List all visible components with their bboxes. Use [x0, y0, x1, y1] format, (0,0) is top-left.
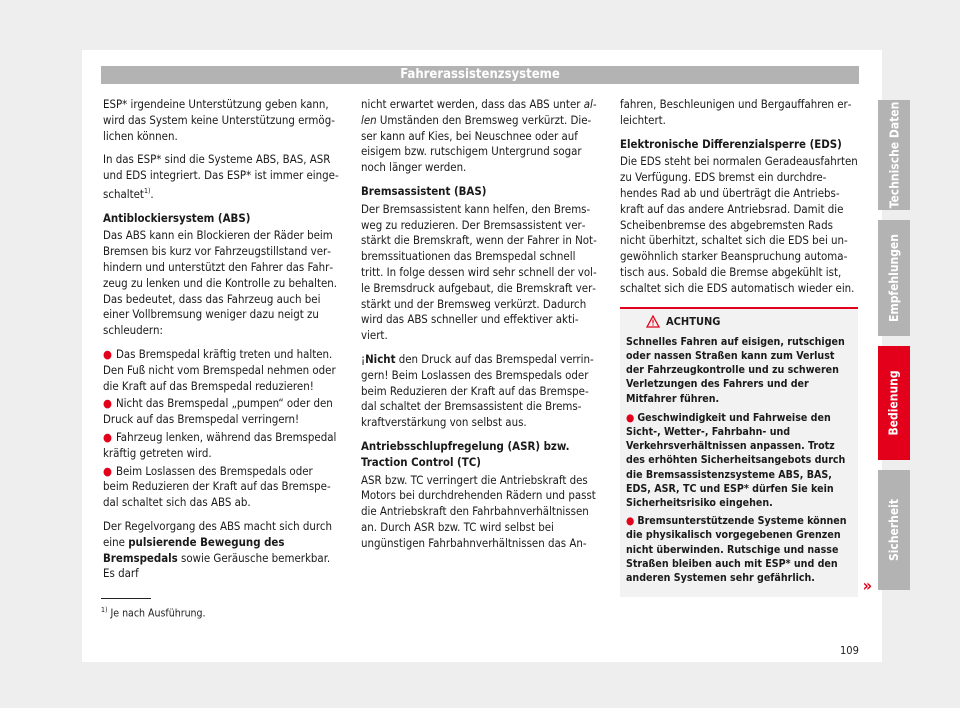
warning-list-item: ● Geschwindigkeit und Fahrweise den Sicht-, Wetter-, Fahrbahn- und Verkehrsverhältnissen anpassen. Trotz des erhöhten Sicherheitsangebots durch die Bremsassistenzsysteme ABS, BAS, EDS, ASR, TC und ESP* dürfen Sie kein Sicherheitsrisiko eingehen.: [626, 411, 846, 509]
list-item: ● Nicht das Bremspedal „pumpen“ oder den Druck auf das Bremspedal verringern!: [103, 396, 333, 427]
page-header: Fahrerassistenzsysteme: [101, 66, 859, 84]
warning-list-item: ● Bremsunterstützende Systeme können die physikalisch vorgegebenen Grenzen nicht überwinden. Rutschige und nasse Straßen bleiben auch mit ESP* und den anderen Systemen sehr gefährlich.: [626, 515, 847, 585]
section-heading-asr: Antriebsschlupfregelung (ASR) bzw. Traction Control (TC): [361, 438, 570, 469]
bullet-icon: ●: [103, 396, 112, 411]
tab-empfehlungen[interactable]: Empfehlungen: [878, 220, 910, 336]
warning-title: ACHTUNG: [666, 314, 721, 328]
paragraph: Das ABS kann ein Blockieren der Räder beim Bremsen bis kurz vor Fahrzeugstillstand verhindern und unterstützt den Fahrer das Fahrzeug zu lenken und die Kontrolle zu behalten. Das bedeutet, dass das Fahrzeug auch bei einer Vollbremsung weniger dazu neigt zu schleudern:: [103, 228, 338, 338]
warning-box: [620, 307, 872, 598]
paragraph: Die EDS steht bei normalen Geradeausfahrten zu Verfügung. EDS bremst ein durchdrehendes Rad ab und überträgt die Antriebskraft auf das andere Antriebsrad. Damit die Scheibenbremse des abgebremsten Rads nicht überhitzt, schaltet sich die EDS bei ungewöhnlich starker Beanspruchung automatisch aus. Sobald die Bremse abgekühlt ist, schaltet sich die EDS automatisch wieder ein.: [620, 154, 858, 295]
page-number: 109: [840, 644, 859, 657]
bullet-icon: ●: [626, 411, 635, 424]
footnote-divider: [101, 598, 151, 599]
list-item: ● Das Bremspedal kräftig treten und halten. Den Fuß nicht vom Bremspedal nehmen oder die Kraft auf das Bremspedal reduzieren!: [103, 346, 336, 393]
warning-header: [626, 315, 852, 329]
paragraph: ¡Nicht den Druck auf das Bremspedal verringern! Beim Loslassen des Bremspedals oder beim Reduzieren der Kraft auf das Bremspedal schaltet der Bremsassistent die Bremskraftverstärkung von selbst aus.: [361, 351, 594, 430]
paragraph: ASR bzw. TC verringert die Antriebskraft des Motors bei durchdrehenden Rädern und passt die Antriebskraft den Fahrbahnverhältnissen an. Durch ASR bzw. TC wird selbst bei ungünstigen Fahrbahnverhältnissen das An-: [361, 472, 596, 550]
paragraph: ESP* irgendeine Unterstützung geben kann, wird das System keine Unterstützung ermöglichen können.: [103, 97, 335, 143]
continue-arrow-icon: »: [862, 576, 872, 596]
section-heading-eds: Elektronische Differenzialsperre (EDS): [620, 136, 842, 151]
section-heading-bas: Bremsassistent (BAS): [361, 183, 487, 198]
bullet-icon: ●: [626, 515, 635, 528]
bullet-icon: ●: [103, 346, 112, 361]
list-item: ● Fahrzeug lenken, während das Bremspedal kräftig getreten wird.: [103, 429, 337, 460]
bullet-icon: ●: [103, 463, 112, 478]
paragraph: In das ESP* sind die Systeme ABS, BAS, ASR und EDS integriert. Das ESP* ist immer eingeschaltet$^{1)}$.: [103, 152, 339, 201]
bullet-icon: ●: [103, 429, 112, 444]
warning-text: Schnelles Fahren auf eisigen, rutschigen oder nassen Straßen kann zum Verlust der Fahrzeugkontrolle und zu schweren Verletzungen des Fahrers und der Mitfahrer führen.: [626, 335, 845, 405]
tab-bedienung[interactable]: Bedienung: [878, 346, 910, 460]
column-1: [103, 97, 341, 590]
paragraph: fahren, Beschleunigen und Bergauffahren erleichtert.: [620, 97, 852, 127]
paragraph: Der Bremsassistent kann helfen, den Bremsweg zu reduzieren. Der Bremsassistent verstärkt die Bremskraft, wenn der Fahrer in Notbremssituationen das Bremspedal schnell tritt. In folge dessen wird sehr schnell der volle Bremsdruck aufgebaut, die Bremskraft verstärkt und der Bremsweg verkürzt. Dadurch wird das ABS schneller und effektiver aktiviert.: [361, 201, 597, 343]
paragraph: nicht erwartet werden, dass das ABS unter allen Umständen den Bremsweg verkürzt. Dieser kann auf Kies, bei Neuschnee oder auf eisigem bzw. rutschigem Untergrund sogar noch länger werden.: [361, 97, 597, 175]
tab-technische-daten[interactable]: Technische Daten: [878, 100, 910, 210]
paragraph: Der Regelvorgang des ABS macht sich durch eine pulsierende Bewegung des Bremspedals sowie Geräusche bemerkbar. Es darf: [103, 518, 332, 581]
column-2: [361, 97, 599, 560]
warning-triangle-icon: [646, 315, 660, 328]
list-item: ● Beim Loslassen des Bremspedals oder beim Reduzieren der Kraft auf das Bremspedal schaltet sich das ABS ab.: [103, 463, 331, 510]
section-heading-abs: Antiblockiersystem (ABS): [103, 210, 251, 225]
tab-sicherheit[interactable]: Sicherheit: [878, 470, 910, 590]
footnote: $^{1)}$ Je nach Ausführung.: [101, 606, 206, 620]
column-3: [620, 97, 872, 597]
